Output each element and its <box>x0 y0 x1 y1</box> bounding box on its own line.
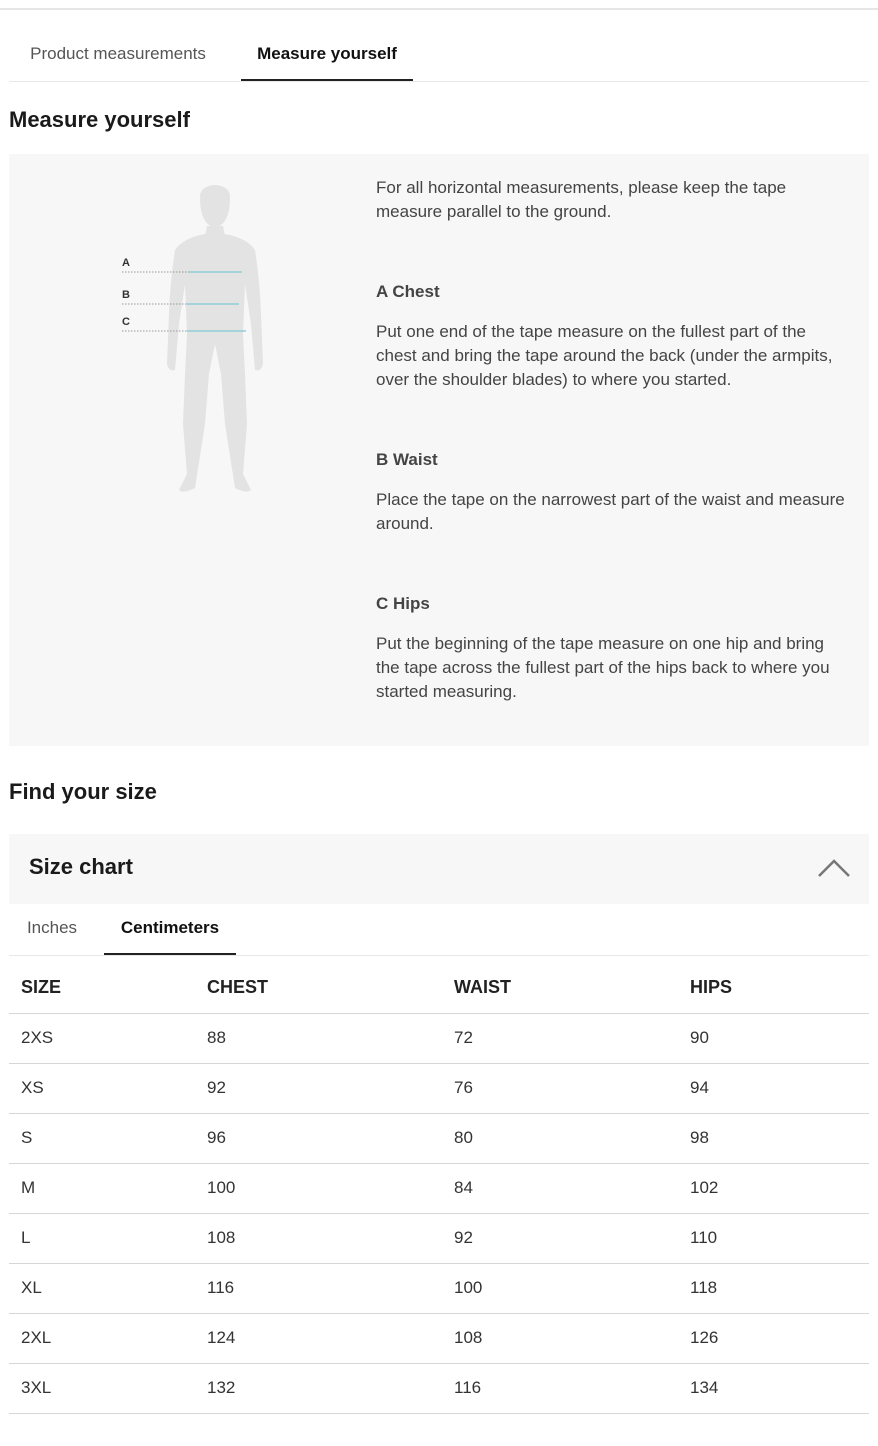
cell-hips: 110 <box>678 1213 869 1263</box>
cell-chest: 116 <box>195 1263 442 1313</box>
cell-size: 3XL <box>9 1363 195 1413</box>
column-header-chest: CHEST <box>195 963 442 1013</box>
waist-instructions: Place the tape on the narrowest part of the waist and measure around. <box>376 490 845 533</box>
column-header-hips: HIPS <box>678 963 869 1013</box>
cell-waist: 92 <box>442 1213 678 1263</box>
chest-instructions: Put one end of the tape measure on the fullest part of the chest and bring the tape around the back (under the armpits, over the shoulder blades) to where you started. <box>376 322 833 389</box>
cell-waist: 100 <box>442 1263 678 1313</box>
cell-hips: 118 <box>678 1263 869 1313</box>
cell-size: 2XS <box>9 1013 195 1063</box>
table-row <box>9 1063 869 1113</box>
size-chart-accordion-header[interactable] <box>9 834 869 904</box>
table-row <box>9 1363 869 1413</box>
table-row <box>9 1213 869 1263</box>
cell-size: S <box>9 1113 195 1163</box>
cell-chest: 92 <box>195 1063 442 1113</box>
table-header-row <box>9 963 869 1013</box>
cell-hips: 98 <box>678 1113 869 1163</box>
table-row <box>9 1263 869 1313</box>
figure-label-a: A <box>122 257 130 269</box>
tab-centimeters[interactable]: Centimeters <box>104 904 236 955</box>
figure-label-c: C <box>122 316 130 328</box>
cell-waist: 116 <box>442 1363 678 1413</box>
cell-chest: 132 <box>195 1363 442 1413</box>
tab-product-measurements[interactable]: Product measurements <box>30 44 206 63</box>
cell-hips: 126 <box>678 1313 869 1363</box>
cell-hips: 134 <box>678 1363 869 1413</box>
size-chart-title: Size chart <box>29 854 133 879</box>
tab-measure-yourself[interactable]: Measure yourself <box>241 30 413 81</box>
unit-tabs <box>9 904 869 956</box>
top-divider <box>0 8 878 10</box>
tab-inches[interactable]: Inches <box>26 918 78 937</box>
hips-heading: C Hips <box>376 594 430 613</box>
measure-intro-text: For all horizontal measurements, please keep the tape measure parallel to the ground. <box>376 178 787 221</box>
cell-waist: 108 <box>442 1313 678 1363</box>
cell-waist: 76 <box>442 1063 678 1113</box>
cell-waist: 72 <box>442 1013 678 1063</box>
cell-waist: 84 <box>442 1163 678 1213</box>
measure-guide-panel <box>9 154 869 746</box>
find-your-size-heading: Find your size <box>9 779 157 804</box>
cell-waist: 80 <box>442 1113 678 1163</box>
figure-label-b: B <box>122 289 130 301</box>
waist-heading: B Waist <box>376 450 438 469</box>
chevron-up-icon[interactable] <box>817 856 851 880</box>
size-chart-table <box>9 963 869 1414</box>
table-row <box>9 1013 869 1063</box>
body-silhouette <box>167 185 263 492</box>
column-header-waist: WAIST <box>442 963 678 1013</box>
table-row <box>9 1163 869 1213</box>
cell-size: XL <box>9 1263 195 1313</box>
table-row <box>9 1313 869 1363</box>
cell-size: L <box>9 1213 195 1263</box>
cell-chest: 88 <box>195 1013 442 1063</box>
cell-size: 2XL <box>9 1313 195 1363</box>
cell-hips: 94 <box>678 1063 869 1113</box>
body-figure-illustration <box>109 174 289 504</box>
cell-size: XS <box>9 1063 195 1113</box>
measurement-tabs <box>9 30 869 82</box>
cell-chest: 96 <box>195 1113 442 1163</box>
chest-heading: A Chest <box>376 282 440 301</box>
cell-size: M <box>9 1163 195 1213</box>
column-header-size: SIZE <box>9 963 195 1013</box>
table-row <box>9 1113 869 1163</box>
cell-chest: 108 <box>195 1213 442 1263</box>
cell-hips: 102 <box>678 1163 869 1213</box>
hips-instructions: Put the beginning of the tape measure on one hip and bring the tape across the fullest part of the hips back to where you started measuring. <box>376 634 830 701</box>
cell-hips: 90 <box>678 1013 869 1063</box>
cell-chest: 124 <box>195 1313 442 1363</box>
measure-yourself-heading: Measure yourself <box>9 107 190 132</box>
cell-chest: 100 <box>195 1163 442 1213</box>
